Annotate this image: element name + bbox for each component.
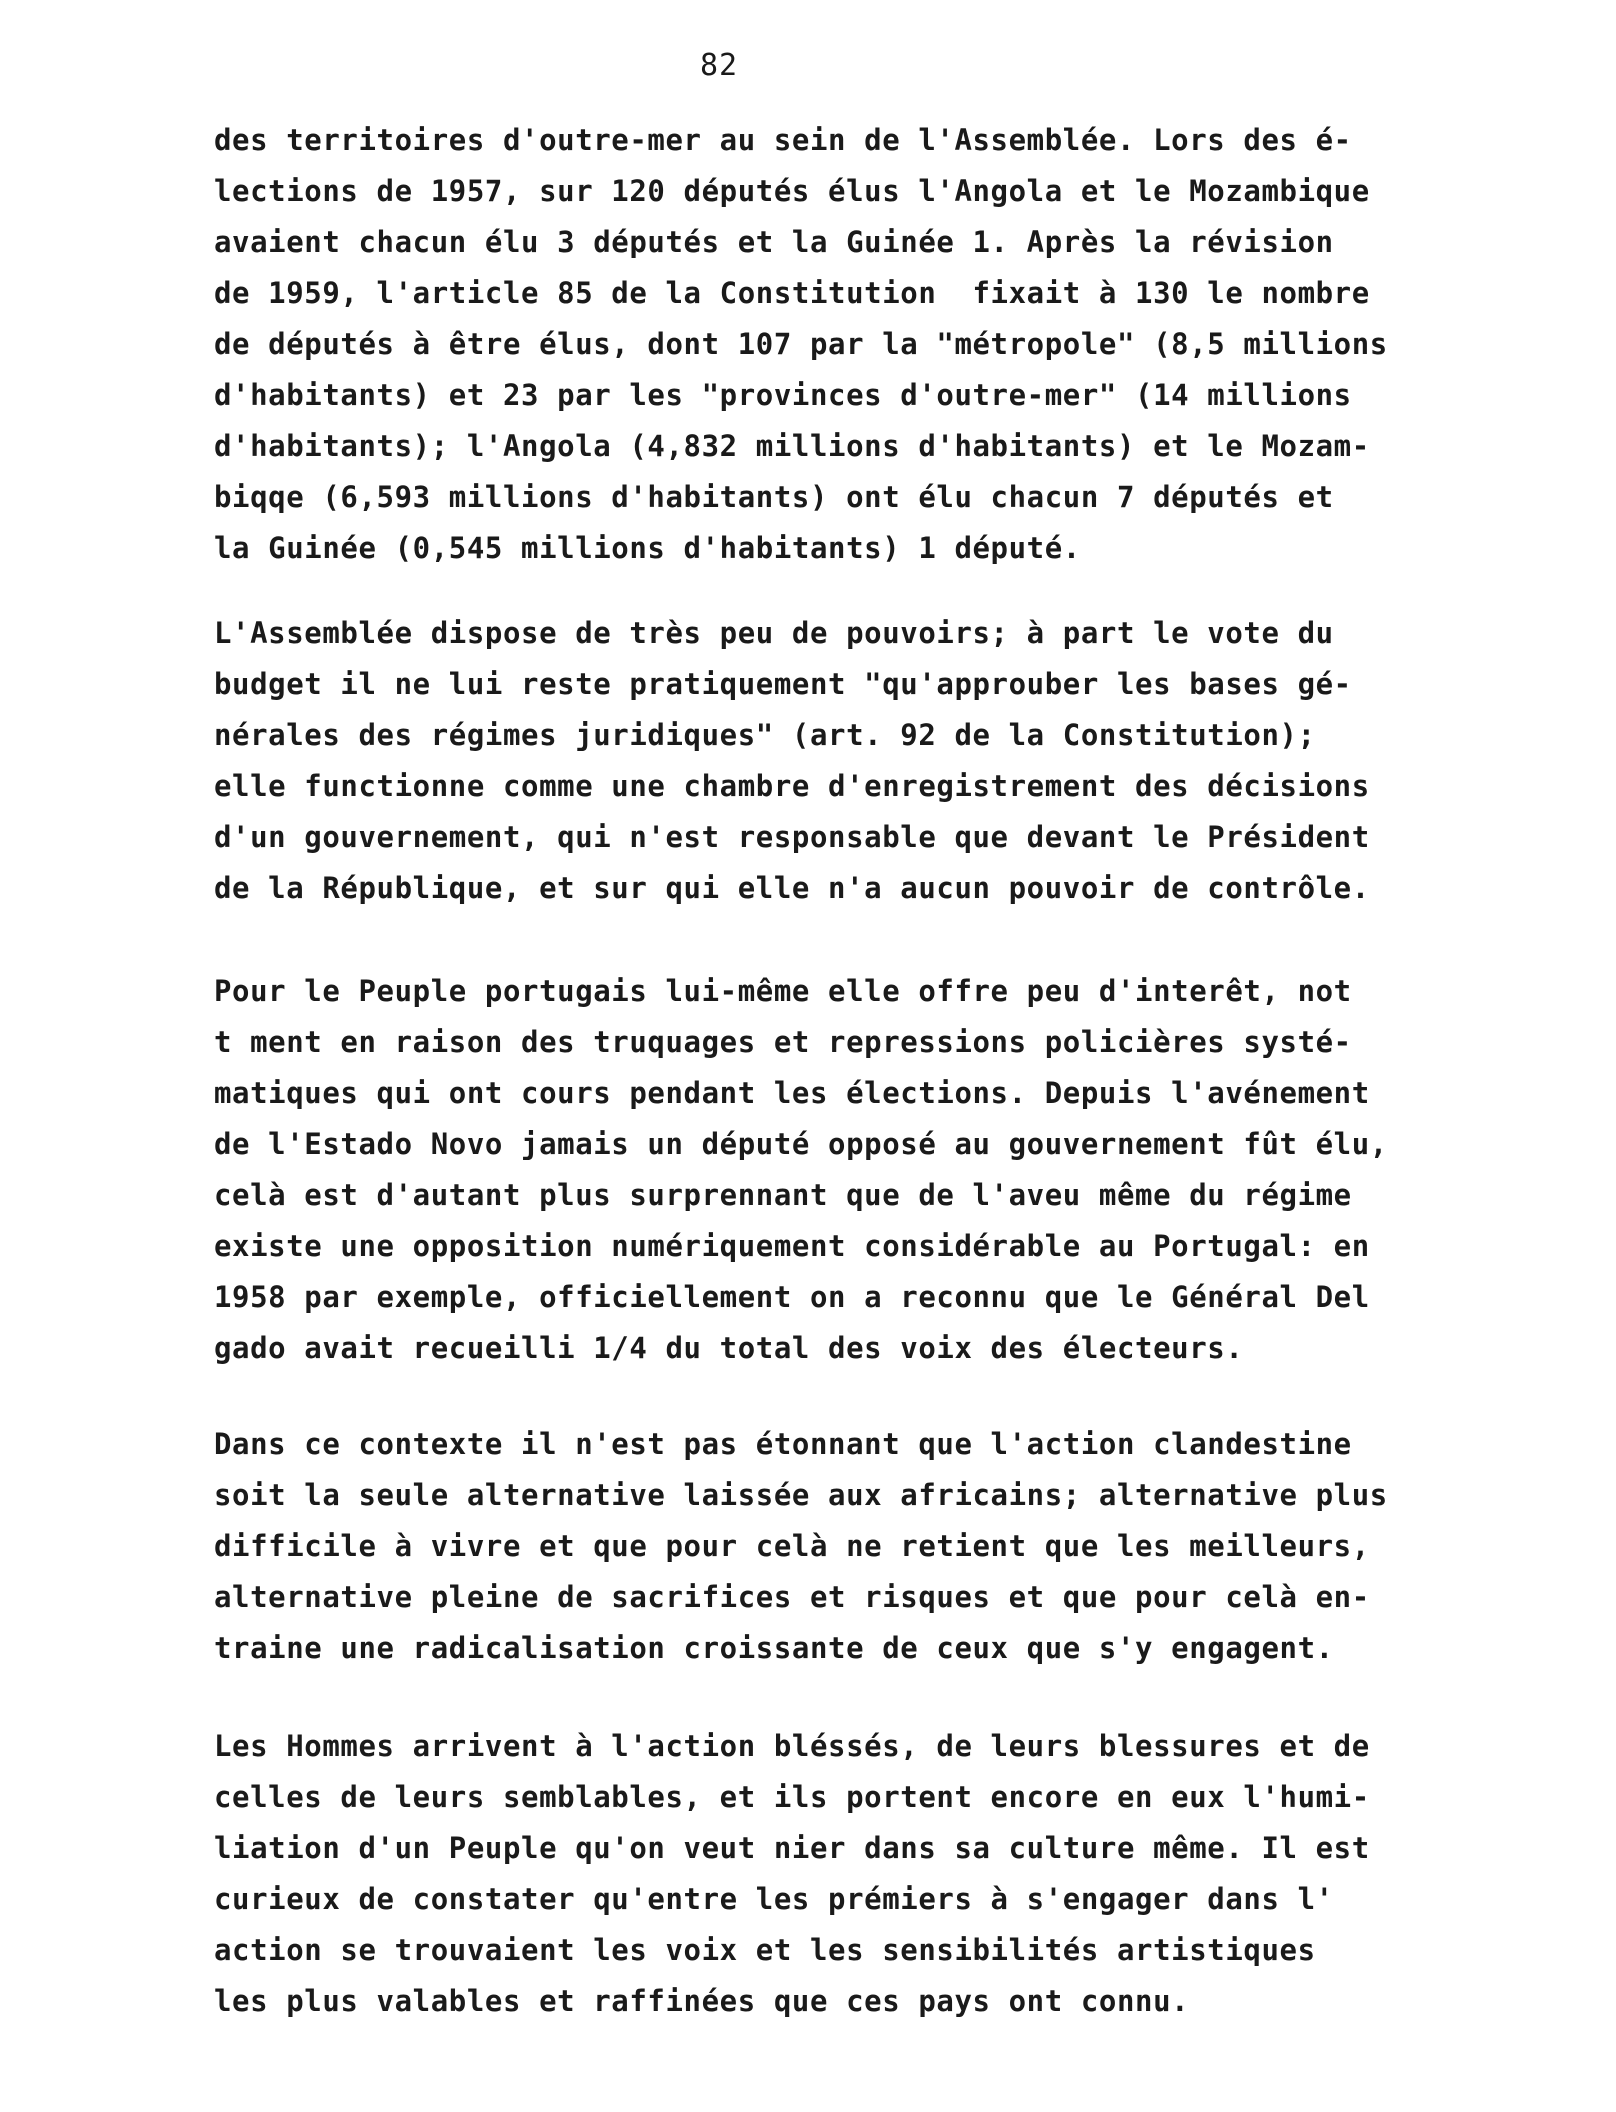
text-line: des territoires d'outre-mer au sein de l'Assemblée. Lors des é- (214, 123, 1352, 157)
text-line: alternative pleine de sacrifices et risques et que pour celà en- (214, 1580, 1370, 1614)
text-line: L'Assemblée dispose de très peu de pouvoirs; à part le vote du (214, 616, 1334, 650)
text-line: de 1959, l'article 85 de la Constitution fixait à 130 le nombre (214, 276, 1370, 310)
text-line: avaient chacun élu 3 députés et la Guinée 1. Après la révision (214, 225, 1334, 259)
paragraph-assembly-powers (214, 608, 1574, 914)
text-line: les plus valables et raffinées que ces pays ont connu. (214, 1984, 1190, 2018)
text-line: soit la seule alternative laissée aux africains; alternative plus (214, 1478, 1388, 1512)
paragraph-wounded-men (214, 1721, 1574, 2027)
page-number: 82 (700, 48, 739, 83)
text-line: traine une radicalisation croissante de ceux que s'y engagent. (214, 1631, 1334, 1665)
text-line: celles de leurs semblables, et ils portent encore en eux l'humi- (214, 1780, 1370, 1814)
text-line: de députés à être élus, dont 107 par la "métropole" (8,5 millions (214, 327, 1388, 361)
text-line: existe une opposition numériquement considérable au Portugal: en (214, 1229, 1370, 1263)
paragraph-assembly-elections (214, 115, 1574, 574)
text-line: de la République, et sur qui elle n'a aucun pouvoir de contrôle. (214, 871, 1370, 905)
text-line: lections de 1957, sur 120 députés élus l'Angola et le Mozambique (214, 174, 1370, 208)
text-line: d'habitants) et 23 par les "provinces d'outre-mer" (14 millions (214, 378, 1352, 412)
text-line: Pour le Peuple portugais lui-même elle offre peu d'interêt, not (214, 974, 1352, 1008)
text-line: 1958 par exemple, officiellement on a reconnu que le Général Del (214, 1280, 1370, 1314)
text-line: Dans ce contexte il n'est pas étonnant que l'action clandestine (214, 1427, 1352, 1461)
text-line: Les Hommes arrivent à l'action bléssés, de leurs blessures et de (214, 1729, 1370, 1763)
text-line: t ment en raison des truquages et repressions policières systé- (214, 1025, 1352, 1059)
text-line: la Guinée (0,545 millions d'habitants) 1 député. (214, 531, 1081, 565)
text-line: difficile à vivre et que pour celà ne retient que les meilleurs, (214, 1529, 1370, 1563)
text-line: d'un gouvernement, qui n'est responsable que devant le Président (214, 820, 1370, 854)
text-line: gado avait recueilli 1/4 du total des voix des électeurs. (214, 1331, 1244, 1365)
text-line: curieux de constater qu'entre les prémiers à s'engager dans l' (214, 1882, 1334, 1916)
text-line: budget il ne lui reste pratiquement "qu'approuber les bases gé- (214, 667, 1352, 701)
text-line: biqqe (6,593 millions d'habitants) ont élu chacun 7 députés et (214, 480, 1334, 514)
text-line: de l'Estado Novo jamais un député opposé au gouvernement fût élu, (214, 1127, 1388, 1161)
text-line: liation d'un Peuple qu'on veut nier dans sa culture même. Il est (214, 1831, 1370, 1865)
text-line: matiques qui ont cours pendant les élections. Depuis l'avénement (214, 1076, 1370, 1110)
text-line: d'habitants); l'Angola (4,832 millions d'habitants) et le Mozam- (214, 429, 1370, 463)
text-line: celà est d'autant plus surprennant que de l'aveu même du régime (214, 1178, 1352, 1212)
text-line: elle functionne comme une chambre d'enregistrement des décisions (214, 769, 1370, 803)
paragraph-clandestine-action (214, 1419, 1574, 1674)
paragraph-portuguese-people (214, 966, 1574, 1374)
text-line: nérales des régimes juridiques" (art. 92 de la Constitution); (214, 718, 1316, 752)
text-line: action se trouvaient les voix et les sensibilités artistiques (214, 1933, 1316, 1967)
